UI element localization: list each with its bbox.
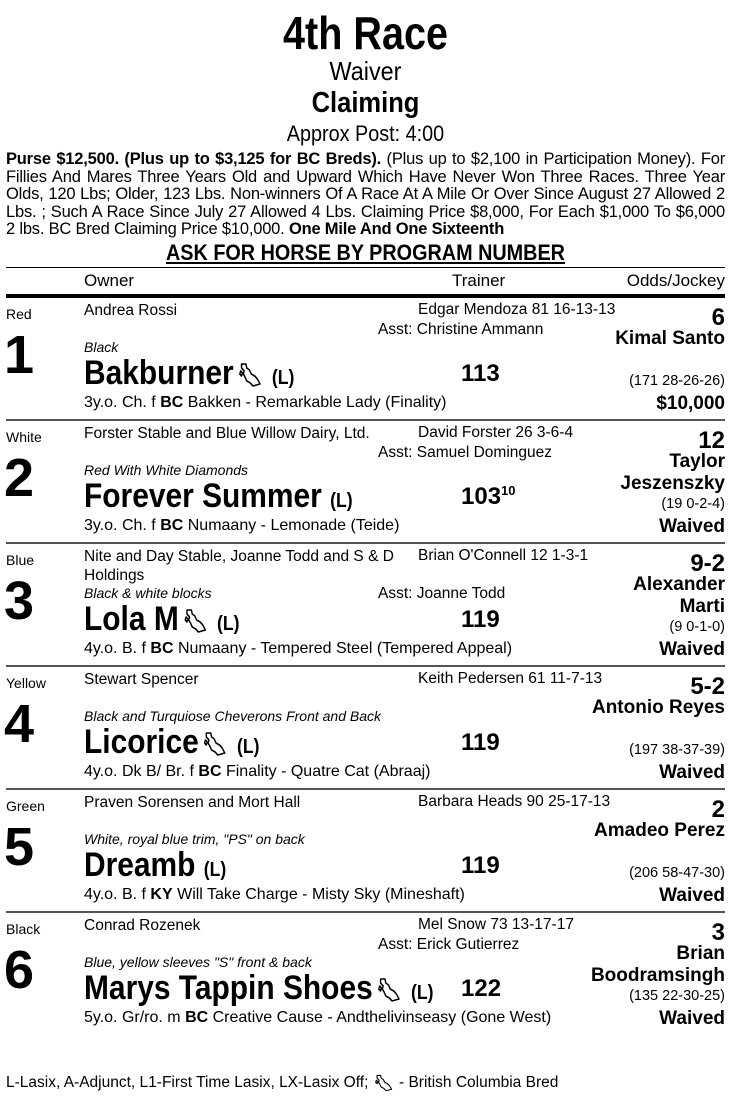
assistant-trainer: Asst: Christine Ammann <box>378 320 544 338</box>
race-header <box>0 0 731 147</box>
claim-price: Waived <box>659 1007 725 1029</box>
conditions-body: (Plus up to $2,100 in Participation Money). For Fillies And Mares Three Years Old and Upward Which Have Never Won Three Races. Three Year Olds, 120 Lbs; Older, 123 Lbs. Non-winners Of A Race At A Mile Or Over Since August 27 Allowed 2 Lbs. ; Such A Race Since July 27 Allowed 4 Lbs. Claiming Price $8,000, For Each $1,000 To $6,000 2 lbs. BC Bred Claiming Price $10,000. <box>6 150 725 239</box>
british-columbia-map-icon <box>184 608 207 634</box>
sire-dam: Finality - Quatre Cat (Abraaj) <box>221 762 431 780</box>
weight <box>461 483 516 511</box>
british-columbia-map-icon <box>378 977 401 1003</box>
weight-value: 119 <box>461 851 500 879</box>
breed-code: BC <box>160 393 184 411</box>
morning-line-odds: 3 <box>711 918 725 946</box>
owner-column-header: Owner <box>84 270 135 290</box>
claim-price: $10,000 <box>656 392 725 414</box>
horse-name-line <box>84 600 239 639</box>
race-subtitle: Waiver <box>329 56 402 86</box>
owner-name: Andrea Rossi <box>84 301 178 319</box>
entry-row <box>6 790 725 913</box>
pedigree <box>84 640 512 658</box>
assistant-trainer: Asst: Joanne Todd <box>378 584 506 602</box>
breed-code: KY <box>150 885 173 903</box>
legend-bc-text: - British Columbia Bred <box>394 1074 559 1092</box>
entry-row <box>6 544 725 667</box>
british-columbia-map-icon <box>375 1074 393 1092</box>
race-conditions <box>6 151 725 239</box>
weight-allowance: 10 <box>501 482 516 498</box>
horse-name: Bakburner <box>84 353 234 392</box>
owner-name: Forster Stable and Blue Willow Dairy, Ltd. <box>84 424 370 442</box>
assistant-trainer: Asst: Erick Gutierrez <box>378 935 520 953</box>
saddle-color: Blue <box>6 551 35 568</box>
trainer-name: Keith Pedersen 61 11-7-13 <box>418 669 603 687</box>
saddle-color: White <box>6 428 42 445</box>
weight-value: 113 <box>461 359 500 387</box>
silks-description: Black & white blocks <box>84 584 212 601</box>
jockey-stats: (135 22-30-25) <box>629 987 725 1004</box>
jockey-name: Amadeo Perez <box>594 819 725 841</box>
distance-text: One Mile And One Sixteenth <box>288 220 505 239</box>
jockey-stats: (9 0-1-0) <box>669 618 725 635</box>
silks-description: Blue, yellow sleeves "S" front & back <box>84 953 312 970</box>
owner-name: Conrad Rozenek <box>84 916 201 934</box>
program-number: 5 <box>4 816 35 877</box>
trainer-column-header: Trainer <box>452 270 506 290</box>
trainer-name: David Forster 26 3-6-4 <box>418 423 574 441</box>
weight <box>461 360 500 388</box>
age-sex: 3y.o. Ch. f <box>84 516 161 534</box>
saddle-color: Yellow <box>6 674 46 691</box>
pedigree <box>84 517 399 535</box>
age-sex: 4y.o. Dk B/ Br. f <box>84 762 199 780</box>
weight <box>461 606 500 634</box>
lasix-indicator: (L) <box>203 858 227 881</box>
horse-name-line <box>84 723 259 762</box>
horse-name-line <box>84 477 353 516</box>
morning-line-odds: 9-2 <box>690 549 725 577</box>
age-sex: 5y.o. Gr/ro. m <box>84 1008 186 1026</box>
weight-value: 122 <box>461 974 502 1002</box>
jockey-stats: (197 38-37-39) <box>629 741 725 758</box>
lasix-indicator: (L) <box>216 612 240 635</box>
post-time: Approx Post: 4:00 <box>286 121 445 146</box>
breed-code: BC <box>198 762 222 780</box>
entry-row <box>6 421 725 544</box>
pedigree <box>84 1009 551 1027</box>
weight <box>461 729 500 757</box>
age-sex: 4y.o. B. f <box>84 639 151 657</box>
lasix-indicator: (L) <box>410 981 434 1004</box>
legend-text: L-Lasix, A-Adjunct, L1-First Time Lasix, LX-Lasix Off; <box>6 1074 373 1092</box>
owner-name: Praven Sorensen and Mort Hall <box>84 793 301 811</box>
weight <box>461 852 500 880</box>
silks-description: Black and Turquiose Cheverons Front and Back <box>84 707 382 724</box>
horse-name: Dreamb <box>84 845 196 884</box>
horse-name: Forever Summer <box>84 476 322 515</box>
weight-value: 119 <box>461 728 500 756</box>
british-columbia-map-icon <box>239 362 262 388</box>
jockey-name: Brian Boodramsingh <box>590 942 725 986</box>
horse-name-line <box>84 354 294 393</box>
silks-description: Black <box>84 338 119 355</box>
legend-footer <box>6 1074 558 1092</box>
sire-dam: Bakken - Remarkable Lady (Finality) <box>183 393 447 411</box>
breed-code: BC <box>185 1008 209 1026</box>
claim-price: Waived <box>659 884 725 906</box>
horse-name: Marys Tappin Shoes <box>84 968 373 1007</box>
entry-row <box>6 298 725 421</box>
assistant-trainer: Asst: Samuel Dominguez <box>378 443 553 461</box>
sire-dam: Numaany - Tempered Steel (Tempered Appeal) <box>173 639 513 657</box>
jockey-stats: (171 28-26-26) <box>629 372 725 389</box>
weight <box>461 975 501 1003</box>
trainer-name: Mel Snow 73 13-17-17 <box>418 915 574 933</box>
program-number: 2 <box>4 447 35 508</box>
sire-dam: Numaany - Lemonade (Teide) <box>183 516 400 534</box>
silks-description: White, royal blue trim, "PS" on back <box>84 830 305 847</box>
age-sex: 3y.o. Ch. f <box>84 393 161 411</box>
entry-row <box>6 913 725 1034</box>
lasix-indicator: (L) <box>236 735 260 758</box>
horse-name-line <box>84 846 226 885</box>
lasix-indicator: (L) <box>330 489 353 512</box>
pedigree <box>84 886 465 904</box>
claim-price: Waived <box>659 515 725 537</box>
sire-dam: Creative Cause - Andthelivinseasy (Gone West) <box>208 1008 552 1026</box>
morning-line-odds: 2 <box>711 795 725 823</box>
age-sex: 4y.o. B. f <box>84 885 151 903</box>
jockey-stats: (19 0-2-4) <box>661 495 725 512</box>
jockey-name: Taylor Jeszenszky <box>620 450 725 494</box>
british-columbia-map-icon <box>204 731 227 757</box>
purse-text: Purse $12,500. (Plus up to $3,125 for BC Breds). <box>6 150 382 168</box>
saddle-color: Black <box>6 920 41 937</box>
program-number: 3 <box>4 570 35 631</box>
saddle-color: Green <box>6 797 45 814</box>
horse-name: Licorice <box>84 722 199 761</box>
program-number: 4 <box>4 693 35 754</box>
trainer-name: Barbara Heads 90 25-17-13 <box>418 792 611 810</box>
program-number: 1 <box>4 324 35 385</box>
lasix-indicator: (L) <box>271 366 295 389</box>
race-type: Claiming <box>311 87 420 119</box>
saddle-color: Red <box>6 305 32 322</box>
horse-name-line <box>84 969 433 1008</box>
jockey-name: Antonio Reyes <box>591 696 725 718</box>
column-header <box>6 267 725 294</box>
horse-name: Lola M <box>84 599 179 638</box>
ask-banner: ASK FOR HORSE BY PROGRAM NUMBER <box>166 239 565 265</box>
claim-price: Waived <box>659 638 725 660</box>
pedigree <box>84 763 430 781</box>
race-title: 4th Race <box>283 7 448 59</box>
pedigree <box>84 394 447 412</box>
morning-line-odds: 12 <box>698 426 725 454</box>
entries-list <box>0 298 731 1034</box>
morning-line-odds: 5-2 <box>690 672 725 700</box>
breed-code: BC <box>150 639 174 657</box>
jockey-name: Kimal Santo <box>615 327 725 349</box>
silks-description: Red With White Diamonds <box>84 461 249 478</box>
claim-price: Waived <box>659 761 725 783</box>
program-number: 6 <box>4 939 35 1000</box>
sire-dam: Will Take Charge - Misty Sky (Mineshaft) <box>172 885 465 903</box>
trainer-name: Brian O'Connell 12 1-3-1 <box>418 546 589 564</box>
weight-value: 103 <box>461 482 502 510</box>
morning-line-odds: 6 <box>711 303 725 331</box>
jockey-stats: (206 58-47-30) <box>629 864 725 881</box>
owner-name: Stewart Spencer <box>84 670 199 688</box>
weight-value: 119 <box>461 605 500 633</box>
trainer-name: Edgar Mendoza 81 16-13-13 <box>418 300 616 318</box>
entry-row <box>6 667 725 790</box>
owner-name: Nite and Day Stable, Joanne Todd and S & D Holdings <box>84 547 394 584</box>
odds-jockey-column-header: Odds/Jockey <box>626 270 725 290</box>
breed-code: BC <box>160 516 184 534</box>
jockey-name: Alexander Marti <box>633 573 725 617</box>
